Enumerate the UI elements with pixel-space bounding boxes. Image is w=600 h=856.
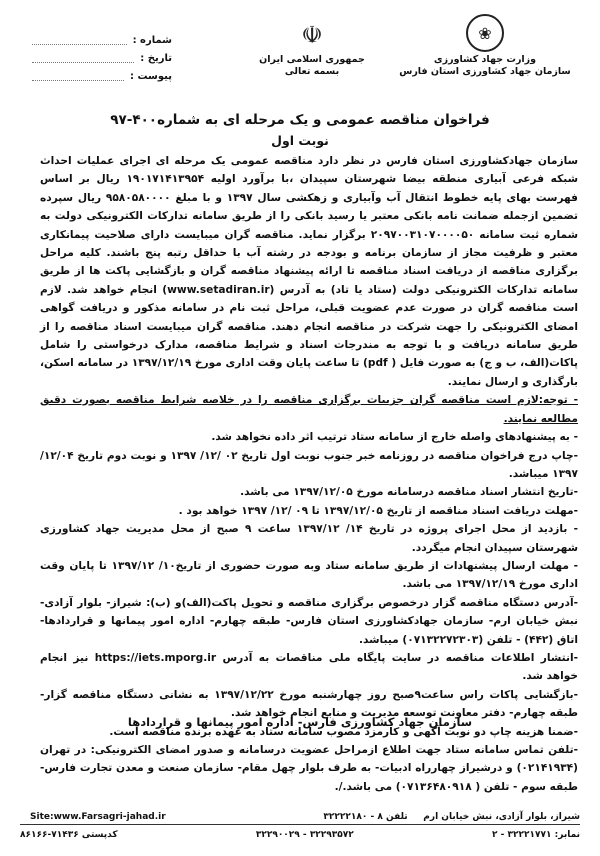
footer-fax: نمابر: ۳۲۲۲۱۷۷۱ - ۲: [492, 830, 580, 840]
footer-phone: تلفن ۸ - ۳۲۲۲۲۱۸۰: [323, 812, 408, 822]
ministry-name: وزارت جهاد کشاورزی: [433, 54, 537, 65]
letterhead: [12, 14, 588, 96]
iran-emblem-icon: ☫: [301, 21, 323, 49]
list-item: - به پیشنهادهای واصله خارج از سامانه ستاد ترتیب اثر داده نخواهد شد.: [211, 431, 578, 444]
footer-postal: کدپستی ۷۱۴۳۶-۸۶۱۶۶: [20, 830, 118, 840]
list-item: -چاپ درج فراخوان مناقصه در روزنامه خبر جنوب نوبت اول تاریخ ۰۲ /۱۲/ ۱۳۹۷ و نوبت دوم تاریخ ۱۲/۰۴/ ۱۳۹۷ میباشد.: [40, 449, 579, 480]
tender-title: فراخوان مناقصه عمومی و یک مرحله ای به شماره۴۰۰-۹۷: [110, 112, 490, 128]
reference-fields: [32, 32, 172, 86]
footer-phones: ۳۲۲۹۳۵۷۲ - ۳۲۲۹۰۰۲۹: [255, 830, 354, 840]
list-item: - بازدید از محل اجرای پروژه در تاریخ ۱۴/ ۱۳۹۷/۱۲ ساعت ۹ صبح از محل مدیریت جهاد کشاورزی شهرستان سپیدان انجام میگردد.: [40, 523, 578, 554]
list-item: -آدرس دستگاه مناقصه گزار درخصوص برگزاری مناقصه و تحویل پاکت(الف)و (ب): شیراز- بلوار آزادی- نبش خیابان ارم- سازمان جهادکشاورزی استان فارس- طبقه چهارم- اداره امور پیمانها و قراردادها- اتاق (۴۴۲) - تلفن (۰۷۱۳۲۲۷۲۳۰۳) میباشد.: [40, 596, 578, 646]
attachment-field: پیوست :: [32, 68, 172, 86]
intro-paragraph: سازمان جهادکشاورزی استان فارس در نظر دارد مناقصه عمومی یک مرحله ای اجرای عملیات احداث شبکه فرعی آبیاری منطقه بیضا شهرستان سپیدان ،با برآورد اولیه ۱۹۰۱۷۱۴۱۳۹۵۴ ریال بر اساس فهرست بهای پایه خطوط انتقال آب وآبیاری و زهکشی سال ۱۳۹۷ و با مبلغ ۹۵۸۰۵۸۰۰۰۰ ریال سپرده تضمین ازجمله ضمانت نامه بانکی معتبر یا رسید بانکی را از طریق سامانه تدارکات الکترونیکی دولت به شماره ثبت سامانه ۲۰۹۷۰۰۳۱۰۷۰۰۰۰۵۰ برگزار نماید. مناقصه گران میبایست دارای صلاحیت پیمانکاری معتبر و ظرفیت مجاز از سازمان برنامه و بودجه در رشته آب با حداقل رتبه پنج باشند. کلیه مراحل برگزاری مناقصه از دریافت اسناد مناقصه تا ارائه پیشنهاد مناقصه گران و بازگشایی پاکت ها از طریق سامانه تدارکات الکترونیکی دولت (ستاد یا تاد) به آدرس (www.setadiran.ir) انجام خواهد شد. لازم است مناقصه گران در صورت عدم عضویت قبلی، مراحل ثبت نام در سامانه مذکور و دریافت گواهی امضای الکترونیکی را جهت شرکت در مناقصه انجام دهند. مناقصه گران میبایست اسناد مناقصه را از طریق سامانه دریافت و با توجه به مندرجات اسناد و شرایط مناقصه، مدارک درخواستی را شامل پاکات(الف، ب و ج) به صورت فایل ( pdf) تا ساعت پایان وقت اداری مورخ ۱۳۹۷/۱۲/۱۹ در سامانه اسکن، بارگذاری و ارسال نمایند.: [40, 155, 578, 388]
footer-divider: [20, 824, 580, 825]
footer: [0, 810, 600, 856]
signature-line: سازمان جهاد کشاورزی فارس- اداره امور پیمانها و قراردادها: [127, 715, 473, 729]
organization-name: سازمان جهاد کشاورزی استان فارس: [399, 66, 571, 77]
number-field: شماره :: [32, 32, 172, 50]
list-item: -تاریخ انتشار اسناد مناقصه درسامانه مورخ ۱۳۹۷/۱۲/۰۵ می باشد.: [240, 486, 578, 499]
tender-body: [40, 152, 578, 796]
basmala: بسمه تعالی: [284, 66, 340, 77]
footer-website[interactable]: Site:www.Farsagri-jahad.ir: [30, 812, 166, 822]
list-item: -مهلت دریافت اسناد مناقصه از تاریخ ۱۳۹۷/۱۲/۰۵ تا ۰۹ /۱۲/ ۱۳۹۷ خواهد بود .: [178, 504, 578, 517]
date-field: تاریخ :: [32, 50, 172, 68]
list-item: - مهلت ارسال پیشنهادات از طریق سامانه ستاد وبه صورت حضوری از تاریخ۱۰/ ۱۳۹۷/۱۲ تا پایان وقت اداری مورخ ۱۳۹۷/۱۲/۱۹ می باشد.: [40, 559, 578, 591]
list-item: -ضمنا هزینه چاپ دو نوبت آگهی و کارمزد مصوب سامانه ستاد به عهده برنده مناقصه است.: [109, 725, 578, 738]
attention-note: - توجه:لازم است مناقصه گران جزییات برگزاری مناقصه را در خلاصه شرایط مناقصه بصورت دقیق مطالعه نمایند.: [40, 394, 578, 425]
ministry-block: [390, 14, 580, 78]
republic-name: جمهوری اسلامی ایران: [259, 54, 365, 65]
republic-block: [252, 20, 372, 78]
list-item: -تلفن تماس سامانه ستاد جهت اطلاع ازمراحل عضویت درسامانه و صدور امضای الکترونیکی: در تهران (۰۲۱۴۱۹۳۴) و درشیراز چهارراه ادبیات- به طرف بلوار چهل مقام- سازمان صنعت و معدن تجارت فارس-طبقه سوم - تلفن ( ۰۷۱۳۶۴۸۰۹۱۸) می باشد./.: [40, 744, 578, 793]
list-item: -انتشار اطلاعات مناقصه در سایت پایگاه ملی مناقصات به آدرس https://iets.mporg.ir نیز انجام خواهد شد.: [40, 651, 578, 683]
tender-subtitle: نوبت اول: [271, 133, 329, 148]
list-item: -بازگشایی پاکات راس ساعت۹صبح روز چهارشنبه مورخ ۱۳۹۷/۱۲/۲۲ به نشانی دستگاه مناقصه گزار- طبقه چهارم- دفتر معاونت توسعه مدیریت و منابع انجام خواهد شد.: [40, 688, 578, 720]
ministry-logo-icon: ❀: [466, 14, 504, 52]
footer-address: شیراز، بلوار آزادی، نبش خیابان ارم: [423, 812, 580, 822]
